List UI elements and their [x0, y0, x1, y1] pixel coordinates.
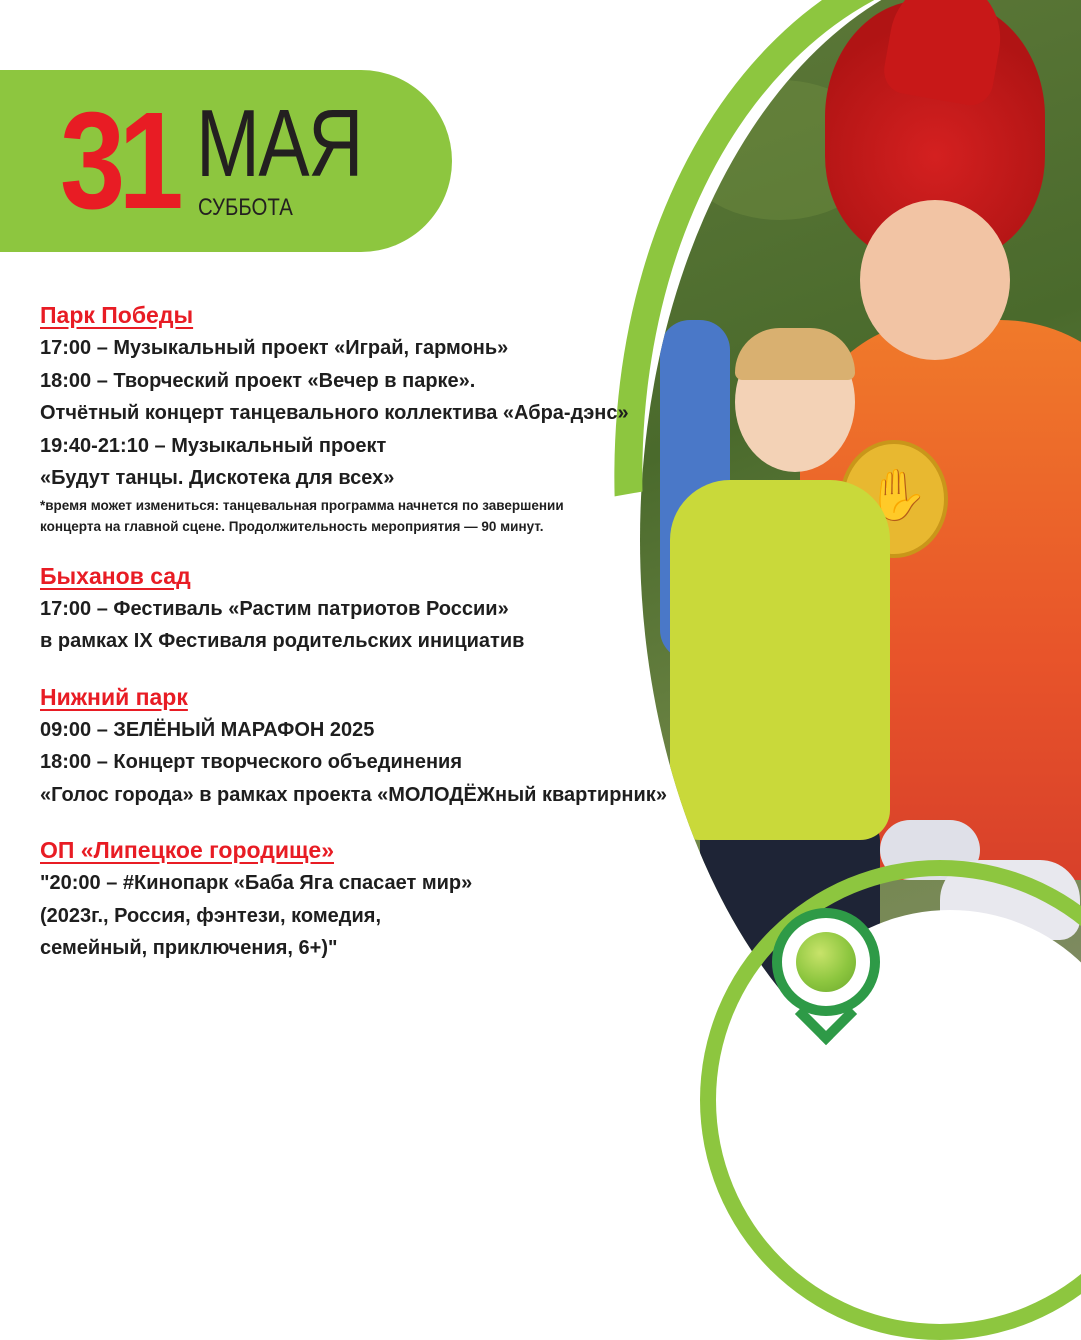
venue-title: Нижний парк [40, 683, 188, 710]
location-pin-icon [772, 908, 880, 1016]
event-note: концерта на главной сцене. Продолжительность мероприятия — 90 минут. [40, 518, 544, 534]
event-line: (2023г., Россия, фэнтези, комедия, [40, 904, 381, 927]
schedule [40, 298, 710, 965]
venue-title: Быханов сад [40, 562, 191, 589]
date-month: МАЯ [196, 90, 362, 197]
event-line: «Голос города» в рамках проекта «МОЛОДЁЖный квартирник» [40, 783, 667, 806]
event-line: Отчётный концерт танцевального коллектива «Абра-дэнс» [40, 402, 629, 424]
venue-title: ОП «Липецкое городище» [40, 837, 334, 863]
event-line: "20:00 – #Кинопарк «Баба Яга спасает мир» [40, 872, 473, 894]
venue-block-lipetskoe-gorodishche [40, 833, 710, 965]
event-line: «Будут танцы. Дискотека для всех» [40, 467, 395, 489]
venue-title: Парк Победы [40, 302, 194, 328]
date-weekday: СУББОТА [198, 194, 293, 221]
date-day: 31 [60, 84, 177, 238]
venue-block-park-pobedy [40, 298, 710, 537]
event-line: в рамках IX Фестиваля родительских инициатив [40, 630, 525, 652]
event-line: 18:00 – Концерт творческого объединения [40, 751, 463, 773]
venue-block-nizhny-park [40, 680, 710, 812]
event-line: 18:00 – Творческий проект «Вечер в парке». [40, 369, 476, 392]
event-line: семейный, приключения, 6+)" [40, 937, 338, 959]
event-line: 09:00 – ЗЕЛЁНЫЙ МАРАФОН 2025 [40, 718, 375, 741]
event-note: *время может измениться: танцевальная программа начнется по завершении [40, 497, 564, 513]
venue-block-bykhanov-sad [40, 559, 710, 658]
event-line: 17:00 – Фестиваль «Растим патриотов России» [40, 597, 509, 620]
event-line: 19:40-21:10 – Музыкальный проект [40, 434, 387, 457]
event-line: 17:00 – Музыкальный проект «Играй, гармонь» [40, 337, 509, 359]
